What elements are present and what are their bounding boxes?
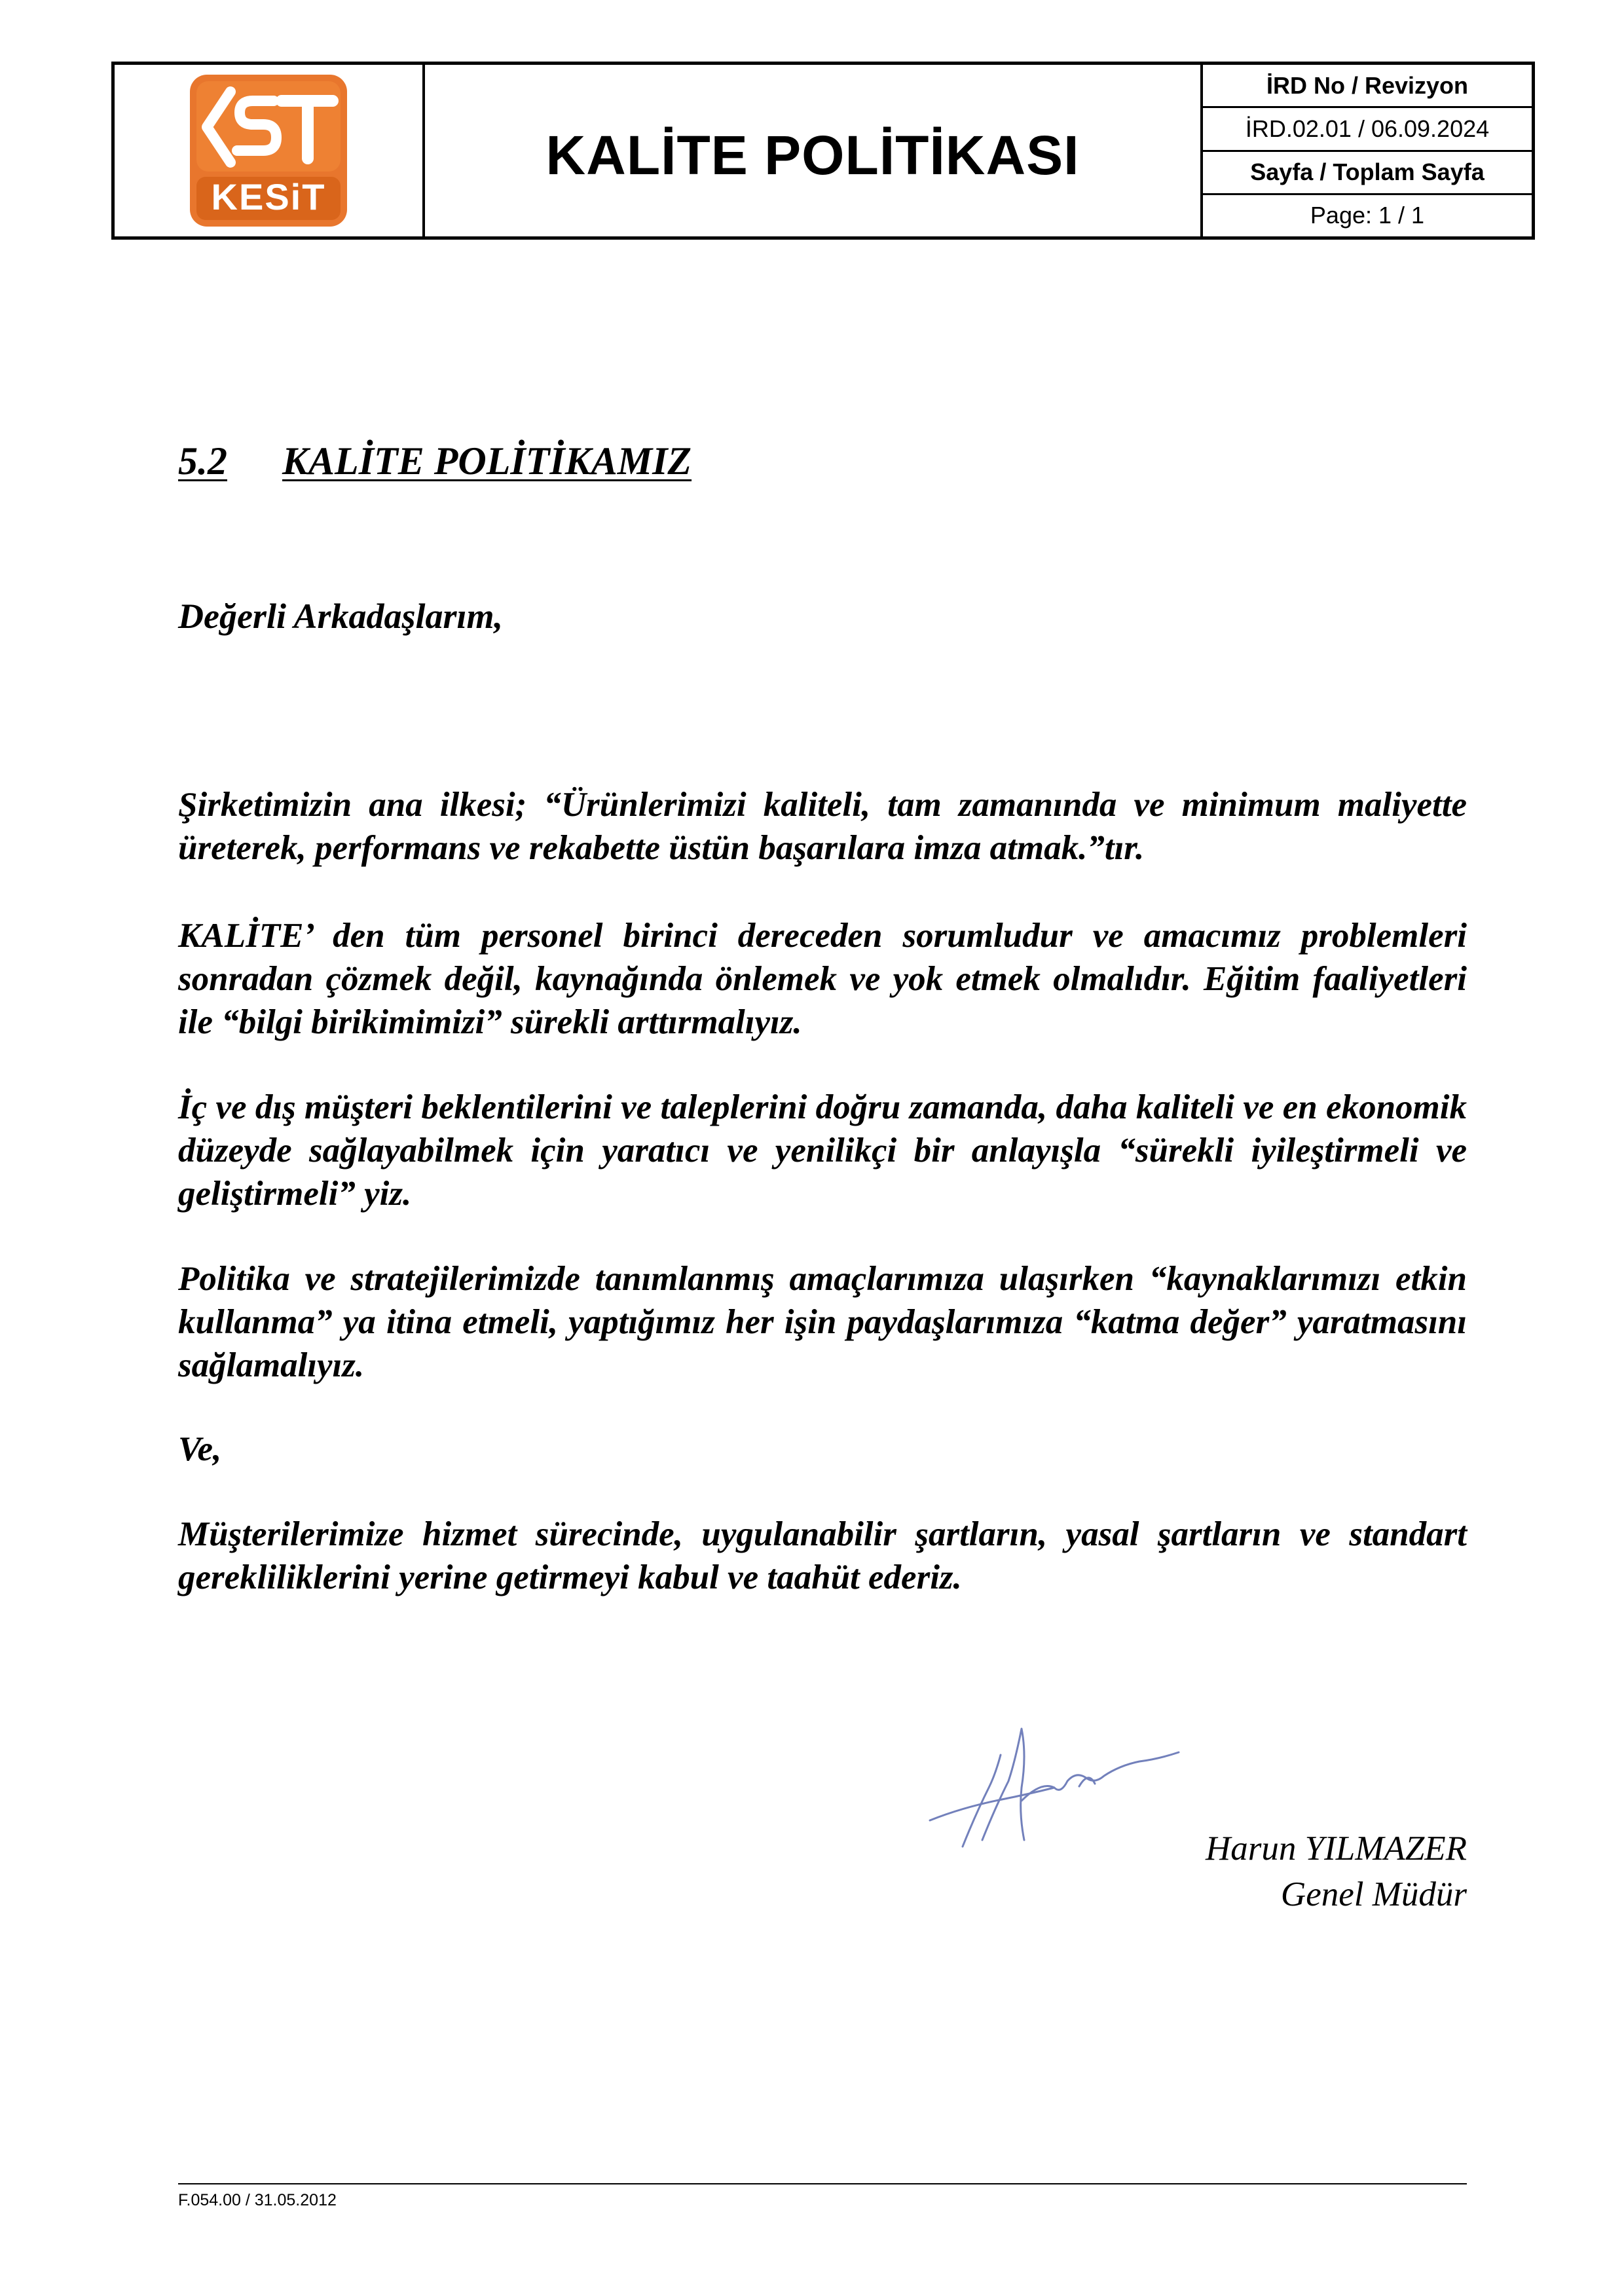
company-logo [190,75,347,227]
doc-number-value: İRD.02.01 / 06.09.2024 [1203,108,1532,151]
policy-paragraph: Şirketimizin ana ilkesi; “Ürünlerimizi kaliteli, tam zamanında ve minimum maliyette üreterek, performans ve rekabette üstün başarılara imza atmak.”tır. [178,786,1467,867]
handwritten-signature [923,1716,1198,1860]
doc-number-label: İRD No / Revizyon [1203,65,1532,108]
policy-paragraph: İç ve dış müşteri beklentilerini ve taleplerini doğru zamanda, daha kaliteli ve en ekonomik düzeyde sağlayabilmek için yaratıcı ve yenilikçi bir anlayışla “sürekli iyileştirmeli ve geliştirmeli” yiz. [178,1088,1467,1213]
document-header [111,62,1535,240]
page-count-label: Sayfa / Toplam Sayfa [1203,152,1532,195]
policy-paragraph: Politika ve stratejilerimizde tanımlanmış amaçlarımıza ulaşırken “kaynaklarımızı etkin kullanma” ya itina etmeli, yaptığımız her işin paydaşlarımıza “katma değer” yaratmasını sağlamalıyız. [178,1260,1467,1384]
signer-block [1206,1826,1467,1917]
logo-wordmark: KESiT [211,176,326,217]
signer-name: Harun YILMAZER [1205,1830,1467,1868]
policy-paragraph: Ve, [178,1430,222,1468]
footer-divider [178,2183,1467,2184]
page-count-value: Page: 1 / 1 [1310,202,1425,229]
logo-cell [115,65,425,236]
section-number: 5.2 [178,439,227,483]
signer-title: Genel Müdür [1280,1875,1467,1913]
policy-paragraph: Müşterilerimize hizmet sürecinde, uygulanabilir şartların, yasal şartların ve standart gerekliliklerini yerine getirmeyi kabul ve taahüt ederiz. [178,1515,1467,1596]
document-meta [1203,65,1532,236]
section-title: KALİTE POLİTİKAMIZ [282,439,692,483]
title-cell [425,65,1203,236]
salutation: Değerli Arkadaşlarım, [178,597,504,636]
form-code: F.054.00 / 31.05.2012 [178,2191,337,2209]
document-title: KALİTE POLİTİKASI [545,124,1080,186]
policy-paragraph: KALİTE’ den tüm personel birinci dereceden sorumludur ve amacımız problemleri sonradan çözmek değil, kaynağında önlemek ve yok etmek olmalıdır. Eğitim faaliyetleri ile “bilgi birikimimizi” sürekli arttırmalıyız. [178,917,1467,1041]
section-heading [178,439,692,484]
